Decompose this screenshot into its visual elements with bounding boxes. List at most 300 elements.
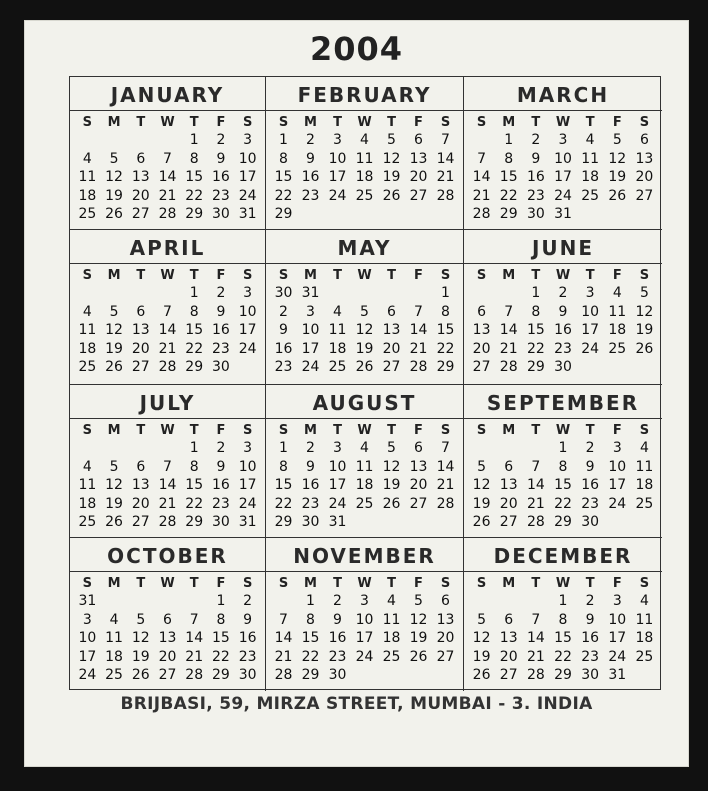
day-cell: 14 — [409, 322, 428, 338]
day-cell: 27 — [131, 359, 150, 375]
day-cell: 21 — [436, 477, 455, 493]
day-cell: 8 — [306, 611, 315, 628]
day-cell: 3 — [360, 593, 369, 609]
day-cell: 20 — [158, 648, 177, 665]
day-cell: 25 — [105, 667, 123, 683]
day-cell: 23 — [526, 187, 545, 204]
day-cell: 4 — [82, 303, 92, 320]
weekday-header: T — [387, 423, 396, 438]
day-cell: 7 — [477, 150, 487, 167]
day-cell: 25 — [355, 495, 374, 512]
day-cell: 4 — [612, 285, 622, 301]
day-cell: 18 — [355, 169, 374, 185]
day-cell: 11 — [608, 303, 627, 320]
day-grid — [70, 264, 265, 377]
day-cell: 16 — [301, 169, 320, 185]
day-cell: 2 — [585, 440, 595, 456]
day-cell — [604, 513, 631, 532]
weekday-header: S — [440, 115, 451, 130]
day-cell: 2 — [216, 132, 226, 148]
day-cell: 18 — [635, 477, 654, 493]
weekday-header: S — [440, 423, 451, 438]
weekday-header: S — [82, 268, 93, 283]
day-cell: 27 — [472, 359, 491, 375]
day-cell: 6 — [136, 458, 146, 475]
day-cell: 28 — [526, 514, 545, 530]
day-cell — [101, 439, 128, 458]
day-cell: 28 — [409, 359, 428, 375]
day-cell: 25 — [581, 187, 600, 204]
day-cell — [351, 284, 378, 303]
day-cell — [127, 131, 154, 150]
day-cell: 27 — [409, 495, 428, 512]
day-cell: 11 — [635, 611, 654, 628]
day-cell: 19 — [105, 495, 123, 512]
weekday-header: T — [189, 115, 199, 130]
day-cell: 9 — [216, 458, 226, 475]
month-september — [464, 385, 662, 538]
day-cell: 12 — [105, 322, 123, 338]
day-cell: 21 — [499, 340, 518, 357]
day-cell: 12 — [635, 303, 654, 320]
weekday-header: M — [304, 268, 317, 283]
day-cell: 3 — [585, 285, 595, 301]
day-cell: 13 — [635, 150, 654, 167]
weekday-header: M — [502, 115, 516, 130]
day-cell: 29 — [554, 514, 572, 530]
day-cell: 2 — [243, 593, 253, 609]
day-cell: 6 — [477, 303, 487, 320]
day-cell: 22 — [499, 187, 518, 204]
day-cell: 31 — [554, 206, 572, 222]
day-cell: 25 — [355, 187, 374, 204]
day-cell: 29 — [499, 206, 518, 222]
day-cell: 22 — [554, 648, 572, 665]
day-cell: 20 — [131, 340, 150, 357]
day-cell: 24 — [78, 667, 97, 683]
month-august — [266, 385, 464, 538]
day-grid — [266, 572, 463, 685]
day-cell: 11 — [355, 458, 374, 475]
day-cell: 5 — [477, 611, 487, 628]
day-cell: 24 — [581, 340, 600, 357]
weekday-header: W — [160, 115, 175, 130]
month-name: OCTOBER — [70, 538, 265, 572]
day-cell — [324, 284, 351, 303]
weekday-header: F — [414, 115, 423, 130]
calendar-year: 2004 — [309, 30, 404, 68]
day-cell: 5 — [109, 150, 119, 167]
day-cell: 6 — [136, 303, 146, 320]
day-cell: 6 — [414, 132, 423, 148]
day-cell: 29 — [436, 359, 455, 375]
day-cell: 18 — [581, 169, 600, 185]
day-cell: 16 — [238, 630, 257, 646]
day-cell: 14 — [274, 630, 293, 646]
day-cell: 25 — [78, 206, 97, 222]
day-cell: 9 — [558, 303, 568, 320]
day-cell: 29 — [185, 514, 204, 530]
weekday-header: F — [612, 268, 622, 283]
day-cell: 5 — [477, 458, 487, 475]
month-name: JULY — [70, 385, 265, 419]
day-cell: 2 — [216, 440, 226, 456]
day-cell: 16 — [212, 169, 230, 185]
day-cell: 22 — [274, 495, 293, 512]
day-cell — [577, 205, 604, 224]
day-cell: 30 — [212, 359, 230, 375]
day-cell: 12 — [472, 477, 491, 493]
day-cell: 21 — [185, 648, 204, 665]
day-cell: 9 — [585, 611, 595, 628]
day-cell — [74, 439, 101, 458]
weekday-header: M — [107, 423, 121, 438]
day-cell — [631, 513, 658, 532]
day-cell — [127, 284, 154, 303]
weekday-header: F — [612, 115, 622, 130]
day-cell: 5 — [109, 303, 119, 320]
day-cell — [522, 592, 549, 611]
day-cell: 15 — [499, 169, 518, 185]
month-october — [70, 538, 266, 691]
weekday-header: T — [136, 268, 146, 283]
day-cell: 26 — [472, 514, 491, 530]
day-cell: 12 — [472, 630, 491, 646]
weekday-header: T — [189, 576, 199, 591]
day-cell — [351, 513, 378, 532]
day-cell: 31 — [328, 514, 347, 530]
day-cell: 1 — [441, 285, 450, 301]
day-cell: 1 — [504, 132, 514, 148]
day-cell: 10 — [238, 150, 257, 167]
day-cell: 7 — [189, 611, 199, 628]
day-cell: 14 — [499, 322, 518, 338]
day-cell: 31 — [238, 206, 257, 222]
day-cell: 17 — [328, 477, 347, 493]
day-cell: 22 — [212, 648, 230, 665]
day-cell: 23 — [212, 340, 230, 357]
weekday-header: F — [216, 115, 226, 130]
publisher-address: BRIJBASI, 59, MIRZA STREET, MUMBAI - 3. INDIA — [120, 694, 593, 714]
day-cell: 17 — [328, 169, 347, 185]
day-cell: 2 — [279, 303, 288, 320]
day-cell: 20 — [472, 340, 491, 357]
weekday-header: S — [278, 268, 289, 283]
weekday-header: S — [82, 576, 93, 591]
day-cell: 1 — [216, 593, 226, 609]
day-cell: 26 — [105, 359, 123, 375]
day-cell: 17 — [238, 477, 257, 493]
weekday-header: S — [242, 423, 253, 438]
day-cell: 3 — [243, 285, 253, 301]
month-july — [70, 385, 266, 538]
day-cell: 1 — [306, 593, 315, 609]
weekday-header: S — [82, 115, 93, 130]
day-cell: 17 — [238, 169, 257, 185]
day-cell: 26 — [635, 340, 654, 357]
month-name: MARCH — [464, 77, 662, 111]
day-cell: 24 — [608, 495, 627, 512]
day-cell — [127, 439, 154, 458]
weekday-header: F — [414, 423, 423, 438]
weekday-header: T — [531, 268, 541, 283]
day-cell: 23 — [328, 648, 347, 665]
day-cell — [154, 131, 181, 150]
day-cell: 24 — [301, 359, 320, 375]
day-cell: 16 — [274, 340, 293, 357]
day-cell: 18 — [328, 340, 347, 357]
day-cell: 5 — [136, 611, 146, 628]
day-cell: 30 — [526, 206, 545, 222]
day-cell — [101, 592, 128, 611]
day-cell: 17 — [581, 322, 600, 338]
month-january — [70, 77, 266, 230]
day-cell — [432, 205, 459, 224]
month-november — [266, 538, 464, 691]
weekday-header: S — [639, 576, 650, 591]
day-cell: 26 — [608, 187, 627, 204]
day-cell — [631, 666, 658, 685]
weekday-header: T — [333, 576, 342, 591]
day-cell: 22 — [185, 187, 204, 204]
day-cell: 11 — [382, 611, 401, 628]
day-grid — [464, 419, 662, 532]
day-cell: 6 — [504, 611, 514, 628]
weekday-header: F — [216, 423, 226, 438]
day-cell — [405, 666, 432, 685]
day-cell: 3 — [243, 440, 253, 456]
day-cell: 15 — [526, 322, 545, 338]
weekday-header: W — [555, 268, 571, 283]
day-cell: 20 — [499, 495, 518, 512]
day-cell: 12 — [382, 150, 401, 167]
day-cell: 3 — [558, 132, 568, 148]
day-cell: 29 — [301, 667, 320, 683]
weekday-header: S — [242, 576, 253, 591]
day-cell: 1 — [531, 285, 541, 301]
day-cell — [154, 284, 181, 303]
day-cell: 17 — [608, 630, 627, 646]
day-cell — [468, 439, 495, 458]
weekday-header: F — [414, 268, 423, 283]
day-cell: 11 — [635, 458, 654, 475]
day-cell: 16 — [581, 477, 600, 493]
day-cell: 29 — [185, 359, 204, 375]
weekday-header: T — [585, 268, 595, 283]
day-cell: 19 — [608, 169, 627, 185]
day-cell: 25 — [635, 495, 654, 512]
day-cell — [378, 284, 405, 303]
day-cell: 7 — [531, 458, 541, 475]
day-cell: 20 — [409, 169, 428, 185]
day-cell: 10 — [238, 303, 257, 320]
day-cell: 26 — [382, 187, 401, 204]
day-cell: 18 — [105, 648, 123, 665]
day-cell: 15 — [436, 322, 455, 338]
day-cell: 3 — [612, 593, 622, 609]
weekday-header: M — [502, 268, 516, 283]
day-cell: 11 — [581, 150, 600, 167]
day-cell: 12 — [355, 322, 374, 338]
day-cell — [74, 284, 101, 303]
day-cell — [74, 131, 101, 150]
day-cell — [154, 439, 181, 458]
weekday-header: S — [278, 423, 289, 438]
weekday-header: M — [502, 423, 516, 438]
day-cell: 19 — [105, 340, 123, 357]
day-cell: 24 — [328, 495, 347, 512]
day-cell: 19 — [409, 630, 428, 646]
day-cell: 8 — [189, 458, 199, 475]
day-cell: 30 — [581, 514, 600, 530]
day-cell — [405, 205, 432, 224]
day-cell: 18 — [78, 187, 97, 204]
day-grid — [266, 419, 463, 532]
day-cell: 25 — [78, 514, 97, 530]
day-cell: 3 — [306, 303, 315, 320]
day-cell: 1 — [558, 440, 568, 456]
weekday-header: S — [639, 423, 650, 438]
day-cell: 20 — [131, 495, 150, 512]
day-cell: 3 — [612, 440, 622, 456]
day-cell: 16 — [212, 477, 230, 493]
day-cell: 24 — [328, 187, 347, 204]
day-cell: 8 — [279, 150, 288, 167]
day-cell: 24 — [355, 648, 374, 665]
day-cell: 27 — [158, 667, 177, 683]
day-cell: 30 — [581, 667, 600, 683]
day-cell: 2 — [306, 440, 315, 456]
day-cell: 23 — [301, 495, 320, 512]
weekday-header: W — [555, 115, 571, 130]
day-cell: 22 — [185, 340, 204, 357]
day-cell: 4 — [82, 150, 92, 167]
day-cell — [181, 592, 208, 611]
weekday-header: T — [585, 115, 595, 130]
weekday-header: T — [387, 576, 396, 591]
day-cell — [378, 666, 405, 685]
month-february — [266, 77, 464, 230]
day-cell: 18 — [355, 477, 374, 493]
weekday-header: M — [107, 576, 121, 591]
day-cell: 15 — [274, 477, 293, 493]
day-cell: 8 — [189, 303, 199, 320]
weekday-header: S — [278, 115, 289, 130]
weekday-header: T — [531, 115, 541, 130]
day-cell: 29 — [212, 667, 230, 683]
day-cell: 9 — [216, 303, 226, 320]
day-cell: 5 — [360, 303, 369, 320]
day-cell — [324, 205, 351, 224]
weekday-header: S — [476, 576, 487, 591]
weekday-header: T — [136, 576, 146, 591]
month-march — [464, 77, 662, 230]
day-cell: 1 — [279, 440, 288, 456]
day-cell: 10 — [608, 611, 627, 628]
day-cell: 18 — [635, 630, 654, 646]
day-cell: 2 — [585, 593, 595, 609]
day-cell: 16 — [526, 169, 545, 185]
day-cell: 23 — [212, 495, 230, 512]
weekday-header: T — [585, 576, 595, 591]
day-cell: 21 — [526, 648, 545, 665]
month-may — [266, 230, 464, 385]
day-cell: 9 — [306, 150, 315, 167]
month-name: JUNE — [464, 230, 662, 264]
day-cell: 26 — [105, 206, 123, 222]
weekday-header: S — [639, 115, 650, 130]
day-cell: 25 — [635, 648, 654, 665]
month-name: SEPTEMBER — [464, 385, 662, 419]
day-cell: 8 — [558, 611, 568, 628]
day-cell: 28 — [499, 359, 518, 375]
month-name: JANUARY — [70, 77, 265, 111]
day-cell: 18 — [78, 495, 97, 512]
day-cell: 22 — [185, 495, 204, 512]
day-cell — [351, 666, 378, 685]
day-cell: 28 — [472, 206, 491, 222]
day-cell — [468, 284, 495, 303]
day-cell: 15 — [185, 477, 204, 493]
day-cell: 25 — [328, 359, 347, 375]
day-cell: 5 — [387, 132, 396, 148]
day-cell — [405, 284, 432, 303]
day-cell — [604, 205, 631, 224]
day-cell: 24 — [608, 648, 627, 665]
day-cell: 20 — [635, 169, 654, 185]
day-cell: 20 — [499, 648, 518, 665]
day-cell: 28 — [158, 359, 177, 375]
day-cell: 25 — [608, 340, 627, 357]
day-cell: 24 — [238, 340, 257, 357]
weekday-header: F — [216, 576, 226, 591]
day-cell: 30 — [274, 285, 293, 301]
day-cell: 21 — [409, 340, 428, 357]
weekday-header: W — [555, 423, 571, 438]
day-cell — [631, 358, 658, 377]
day-cell — [270, 592, 297, 611]
day-cell: 27 — [409, 187, 428, 204]
day-cell: 22 — [526, 340, 545, 357]
day-cell: 2 — [531, 132, 541, 148]
day-cell: 13 — [436, 611, 455, 628]
day-cell: 8 — [279, 458, 288, 475]
day-cell: 12 — [409, 611, 428, 628]
day-cell: 6 — [441, 593, 450, 609]
day-cell — [522, 439, 549, 458]
day-cell: 11 — [78, 169, 97, 185]
month-december — [464, 538, 662, 691]
day-cell: 4 — [333, 303, 342, 320]
day-cell: 6 — [136, 150, 146, 167]
day-cell: 27 — [131, 514, 150, 530]
day-cell: 14 — [526, 477, 545, 493]
day-cell: 14 — [436, 150, 455, 167]
day-cell: 10 — [608, 458, 627, 475]
day-cell: 1 — [279, 132, 288, 148]
day-cell: 7 — [163, 303, 172, 320]
day-grid — [464, 111, 662, 224]
weekday-header: T — [387, 268, 396, 283]
day-cell: 30 — [301, 514, 320, 530]
day-cell: 10 — [238, 458, 257, 475]
day-cell: 9 — [216, 150, 226, 167]
day-cell: 6 — [639, 132, 649, 148]
day-cell: 27 — [131, 206, 150, 222]
day-cell: 26 — [472, 667, 491, 683]
weekday-header: W — [160, 423, 175, 438]
day-cell: 26 — [105, 514, 123, 530]
